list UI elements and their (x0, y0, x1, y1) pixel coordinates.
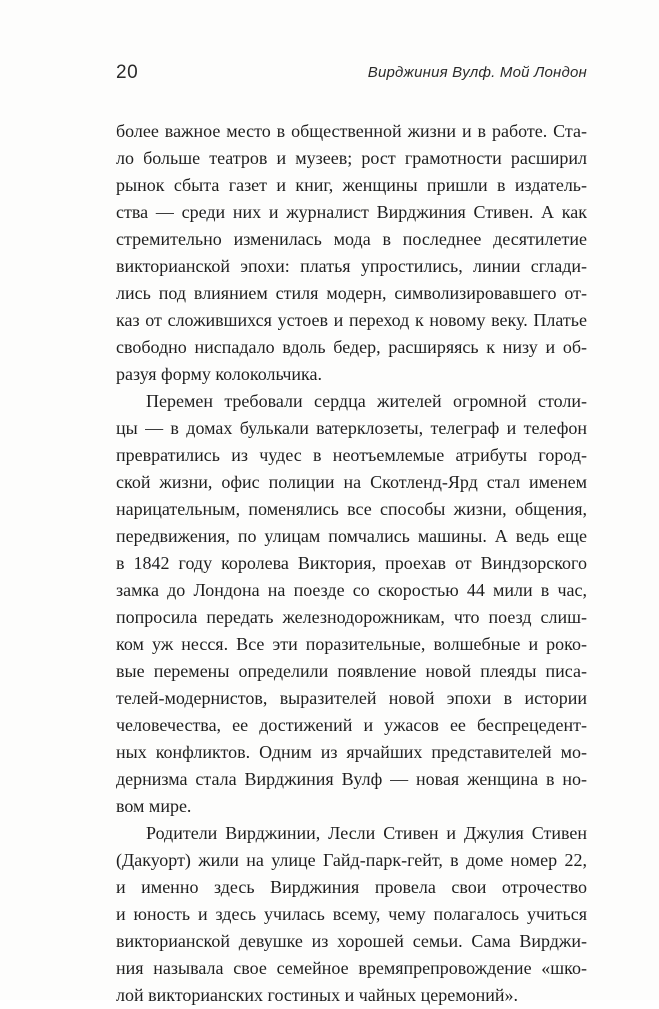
text-line: ской жизни, офис полиции на Скотленд-Ярд стал именем (116, 472, 587, 492)
text-line: рынок сбыта газет и книг, женщины пришли в издатель- (116, 175, 587, 195)
text-line: ных конфликтов. Одним из ярчайших представителей мо- (116, 742, 587, 762)
page-number: 20 (116, 62, 139, 83)
text-line: цы — в домах булькали ватерклозеты, телеграф и телефон (116, 418, 587, 438)
page-header (116, 62, 587, 88)
text-line: и именно здесь Вирджиния провела свои отрочество (116, 877, 587, 897)
text-line: каз от сложившихся устоев и переход к новому веку. Платье (116, 310, 587, 330)
text-line: ния называла свое семейное времяпрепровождение «шко- (116, 958, 587, 978)
text-line: попросила передать железнодорожникам, что поезд слиш- (116, 607, 587, 627)
text-line: дернизма стала Вирджиния Вулф — новая женщина в но- (116, 769, 587, 789)
paragraph (116, 388, 587, 820)
text-line: стремительно изменилась мода в последнее десятилетие (116, 229, 587, 249)
text-line: более важное место в общественной жизни и в работе. Ста- (116, 121, 587, 141)
text-line: лись под влиянием стиля модерн, символизировавшего от- (116, 283, 587, 303)
text-line: телей-модернистов, выразителей новой эпохи в истории (116, 688, 587, 708)
running-title: Вирджиния Вулф. Мой Лондон (367, 64, 587, 81)
text-line: человечества, ее достижений и ужасов ее беспрецедент- (116, 715, 587, 735)
text-line: викторианской эпохи: платья упростились, линии сглади- (116, 256, 587, 276)
text-line: разуя форму колокольчика. (116, 364, 322, 384)
text-line: Родители Вирджинии, Лесли Стивен и Джулия Стивен (146, 823, 587, 843)
text-line: превратились из чудес в неотъемлемые атрибуты город- (116, 445, 587, 465)
paragraph (116, 118, 587, 388)
text-line: ло больше театров и музеев; рост грамотности расширил (116, 148, 587, 168)
text-line: Перемен требовали сердца жителей огромной столи- (146, 391, 587, 411)
text-line: вые перемены определили появление новой плеяды писа- (116, 661, 587, 681)
text-line: лой викторианских гостиных и чайных церемоний». (116, 985, 519, 1005)
text-line: нарицательным, поменялись все способы жизни, общения, (116, 499, 587, 519)
body-text (116, 118, 587, 1009)
text-line: передвижения, по улицам помчались машины. А ведь еще (116, 526, 587, 546)
text-line: вом мире. (116, 796, 192, 816)
text-line: замка до Лондона на поезде со скоростью 44 мили в час, (116, 580, 587, 600)
text-line: ком уж несся. Все эти поразительные, волшебные и роко- (116, 634, 587, 654)
text-line: ства — среди них и журналист Вирджиния Стивен. А как (116, 202, 587, 222)
text-line: свободно ниспадало вдоль бедер, расширяясь к низу и об- (116, 337, 587, 357)
text-line: викторианской девушке из хорошей семьи. Сама Вирджи- (116, 931, 587, 951)
text-line: (Дакуорт) жили на улице Гайд-парк-гейт, в доме номер 22, (116, 850, 587, 870)
paragraph (116, 820, 587, 1009)
text-line: и юность и здесь училась всему, чему полагалось учиться (116, 904, 587, 924)
text-line: в 1842 году королева Виктория, проехав от Виндзорского (116, 553, 587, 573)
